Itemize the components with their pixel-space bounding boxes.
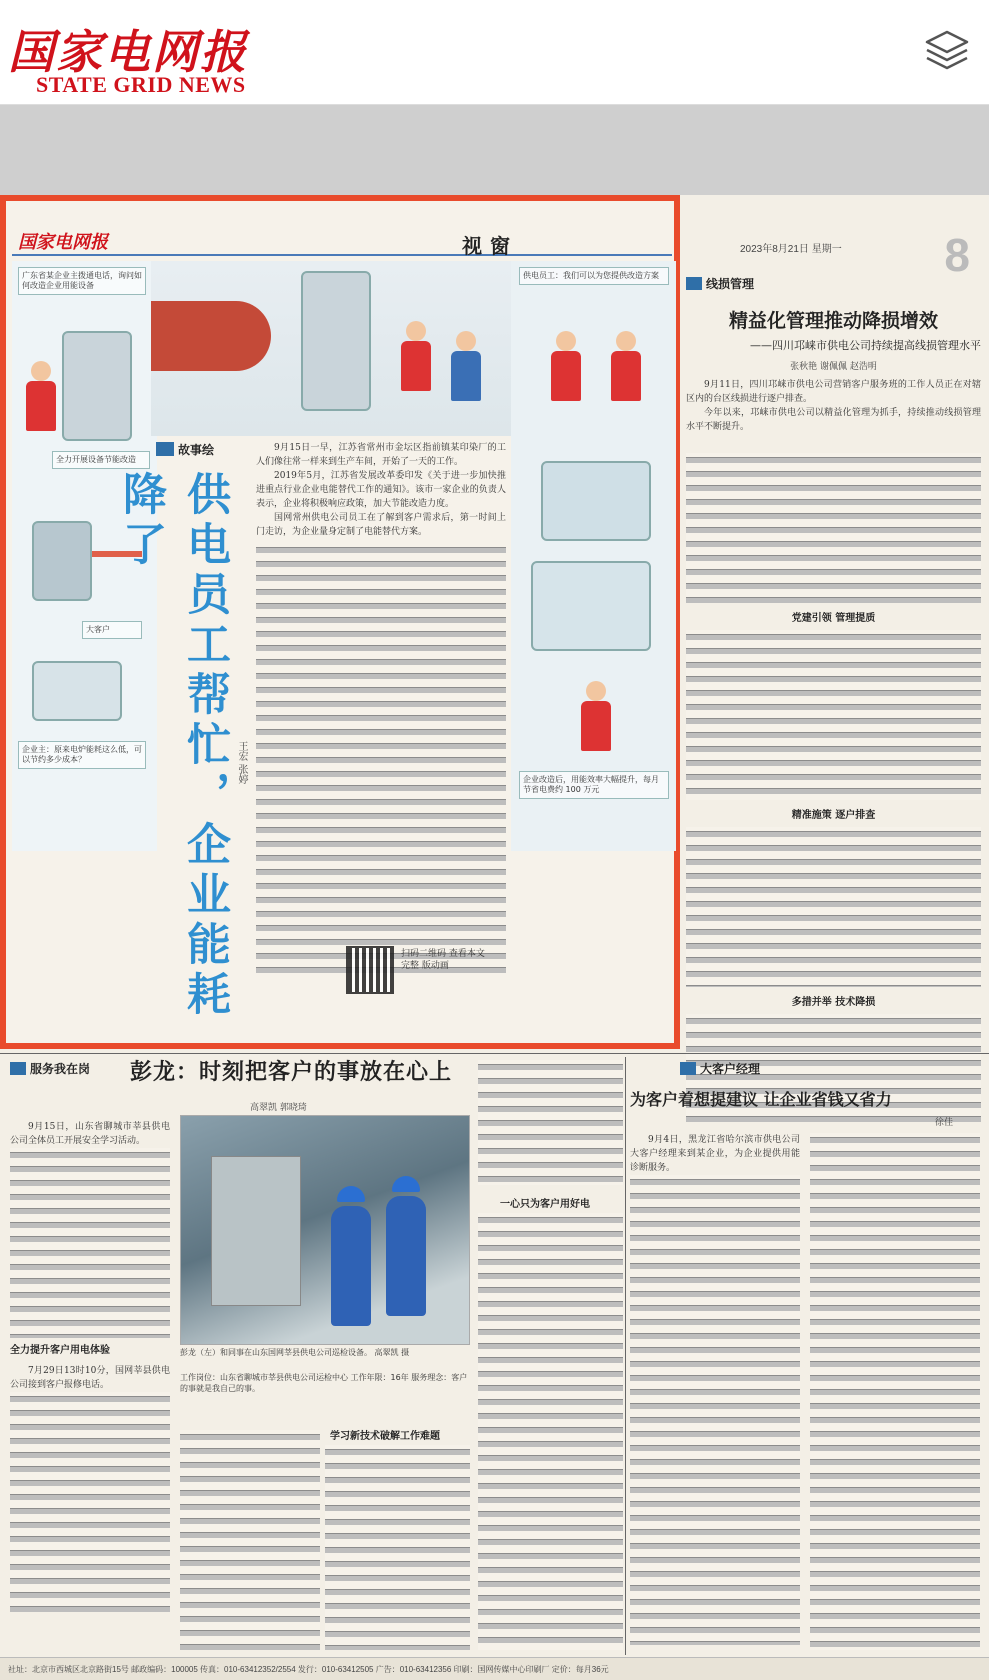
section-tag-label: 大客户经理 bbox=[700, 1062, 761, 1076]
worker-figure bbox=[26, 361, 56, 431]
issue-date: 2023年8月21日 星期一 bbox=[740, 244, 842, 255]
article-paragraph: 9月11日，四川邛崃市供电公司营销客户服务班的工作人员正在对辖区内的台区线损进行逐户排查。 bbox=[686, 380, 981, 404]
state-grid-news-logo[interactable] bbox=[0, 10, 305, 100]
worker-figure bbox=[551, 331, 581, 401]
article-body bbox=[810, 1133, 980, 1650]
qr-code[interactable] bbox=[346, 946, 394, 994]
helmet-shape bbox=[337, 1186, 365, 1202]
article-subhead: 全力提升客户用电体验 bbox=[10, 1345, 110, 1356]
illustration-top bbox=[151, 261, 511, 436]
work-note: 工作岗位：山东省聊城市莘县供电公司运检中心 工作年限：16年 服务理念：客户的事就是我自己的事。 bbox=[180, 1373, 468, 1393]
article-subhead: 党建引领 管理提质 bbox=[791, 613, 876, 624]
paper-logo: 国家电网报 bbox=[18, 232, 108, 253]
layers-icon[interactable] bbox=[923, 26, 971, 74]
section-marker-icon bbox=[156, 442, 174, 456]
illustration-caption: 企业改造后，用能效率大幅提升，每月节省电费约 100 万元 bbox=[519, 771, 669, 799]
page-header-right bbox=[680, 230, 980, 280]
text-block bbox=[478, 1060, 623, 1185]
helmet-shape bbox=[392, 1176, 420, 1192]
text-block bbox=[686, 827, 981, 987]
text-block bbox=[630, 1175, 800, 1645]
article-paragraph: 今年以来，邛崃市供电公司以精益化管理为抓手，持续推动线损管理水平不断提升。 bbox=[686, 408, 981, 432]
text-block bbox=[10, 1148, 170, 1338]
illustration-right bbox=[511, 261, 676, 851]
article-paragraph: 7月29日13时10分，国网莘县供电公司接到客户报修电话。 bbox=[10, 1366, 170, 1390]
article-byline: 高翠凯 郭晓琦 bbox=[250, 1103, 307, 1113]
feature-headline: 供电员工帮忙，企业能耗降了 bbox=[115, 471, 230, 1021]
energy-diagram bbox=[32, 661, 122, 721]
illustration-caption: 全力开展设备节能改造 bbox=[52, 451, 150, 469]
boiler-illustration bbox=[62, 331, 132, 441]
equipment-illustration bbox=[531, 561, 651, 651]
article-paragraph: 9月4日，黑龙江省哈尔滨市供电公司大客户经理来到某企业，为企业提供用能诊断服务。 bbox=[630, 1135, 800, 1173]
article-title[interactable]: 彭龙：时刻把客户的事放在心上 bbox=[130, 1059, 453, 1085]
article-body bbox=[325, 1445, 470, 1650]
qr-note: 扫码二维码 查看本文完整 版动画 bbox=[401, 949, 485, 971]
feature-paragraph: 国网常州供电公司员工在了解到客户需求后，第一时间上门走访，为企业量身定制了电能替代方案。 bbox=[256, 513, 506, 537]
section-tag bbox=[10, 1060, 90, 1077]
story-tag bbox=[156, 441, 214, 458]
worker-figure bbox=[331, 1206, 371, 1326]
article-body bbox=[686, 378, 981, 453]
article-subhead: 一心只为客户用好电 bbox=[500, 1199, 590, 1210]
text-block bbox=[10, 1392, 170, 1612]
text-block bbox=[256, 543, 506, 973]
article-body bbox=[478, 1213, 623, 1650]
section-tag bbox=[686, 275, 981, 292]
logo-chinese-text: 国家电网报 bbox=[8, 25, 248, 79]
article-byline: 徐佳 bbox=[935, 1118, 954, 1128]
text-block bbox=[810, 1133, 980, 1650]
furnace-illustration bbox=[151, 301, 271, 371]
text-block bbox=[478, 1213, 623, 1650]
article-paragraph: 9月15日，山东省聊城市莘县供电公司全体员工开展安全学习活动。 bbox=[10, 1122, 170, 1146]
right-article[interactable] bbox=[686, 275, 981, 1122]
illustration-caption: 企业主：原来电炉能耗这么低，可以节约多少成本？ bbox=[18, 741, 146, 769]
article-subtitle: ——四川邛崃市供电公司持续提高线损管理水平 bbox=[750, 339, 981, 352]
page-number: 8 bbox=[944, 229, 970, 281]
article-title: 精益化管理推动降损增效 bbox=[728, 310, 938, 332]
article-body bbox=[630, 1133, 800, 1650]
section-title: 视窗 bbox=[462, 234, 518, 258]
text-block bbox=[686, 630, 981, 800]
worker-figure bbox=[451, 331, 481, 401]
article-subhead: 学习新技术破解工作难题 bbox=[330, 1431, 440, 1442]
story-tag-label: 故事绘 bbox=[178, 443, 215, 457]
equipment-cabinet bbox=[211, 1156, 301, 1306]
worker-figure bbox=[611, 331, 641, 401]
text-block bbox=[325, 1445, 470, 1650]
section-marker-icon bbox=[10, 1062, 26, 1075]
monitor-illustration bbox=[541, 461, 651, 541]
section-tag-label: 线损管理 bbox=[706, 277, 755, 291]
article-body bbox=[180, 1430, 320, 1650]
section-marker-icon bbox=[686, 277, 702, 290]
worker-figure bbox=[581, 681, 611, 751]
feature-paragraph: 9月15日一早，江苏省常州市金坛区指前镇某印染厂的工人们像往常一样来到生产车间，开始了一天的工作。 bbox=[256, 443, 506, 467]
worker-figure bbox=[386, 1196, 426, 1316]
photo-caption: 彭龙（左）和同事在山东国网莘县供电公司巡检设备。 高翠凯 摄 bbox=[180, 1348, 410, 1357]
feature-byline: 王宏 张婷 bbox=[236, 741, 247, 785]
worker-figure bbox=[401, 321, 431, 391]
illustration-caption: 广东省某企业主拨通电话，询问如何改造企业用能设备 bbox=[18, 267, 146, 295]
top-gray-band bbox=[0, 105, 989, 195]
newspaper-page[interactable] bbox=[0, 195, 989, 1680]
illustration-caption: 供电员工：我们可以为您提供改造方案 bbox=[519, 267, 669, 285]
electric-boiler-illustration bbox=[301, 271, 371, 411]
text-block bbox=[180, 1430, 320, 1650]
app-header bbox=[0, 0, 989, 105]
feature-header bbox=[12, 226, 672, 256]
article-byline: 张秋艳 谢佩佩 赵浩明 bbox=[790, 362, 877, 372]
section-divider bbox=[0, 1053, 989, 1054]
feature-paragraph: 2019年5月，江苏省发展改革委印发《关于进一步加快推进重点行业企业电能替代工作的通知》。该市一家企业的负责人表示，企业将积极响应政策，加大节能改造力度。 bbox=[256, 471, 506, 509]
text-block bbox=[686, 453, 981, 603]
feature-body bbox=[256, 441, 506, 1001]
article-body bbox=[478, 1060, 623, 1185]
illustration-caption: 大客户 bbox=[82, 621, 142, 639]
article-subhead: 精准施策 逐户排查 bbox=[791, 810, 876, 821]
section-tag bbox=[680, 1060, 760, 1077]
highlighted-feature-article[interactable] bbox=[0, 195, 680, 1049]
section-marker-icon bbox=[680, 1062, 696, 1075]
page-footer: 社址：北京市西城区北京路街15号 邮政编码：100005 传真：010-63412352/2554 发行：010-63412505 广告：010-63412356 印刷：国网传媒中心印刷厂 定价：每月36元 bbox=[0, 1657, 989, 1680]
article-title[interactable]: 为客户着想提建议 让企业省钱又省力 bbox=[630, 1090, 892, 1109]
article-subhead: 多措并举 技术降损 bbox=[791, 997, 876, 1008]
logo-english-text: STATE GRID NEWS bbox=[36, 72, 246, 97]
factory-illustration bbox=[32, 521, 92, 601]
column-divider bbox=[625, 1057, 626, 1655]
article-photo[interactable] bbox=[180, 1115, 470, 1345]
article-body bbox=[10, 1120, 170, 1650]
section-tag-label: 服务我在岗 bbox=[30, 1062, 91, 1076]
